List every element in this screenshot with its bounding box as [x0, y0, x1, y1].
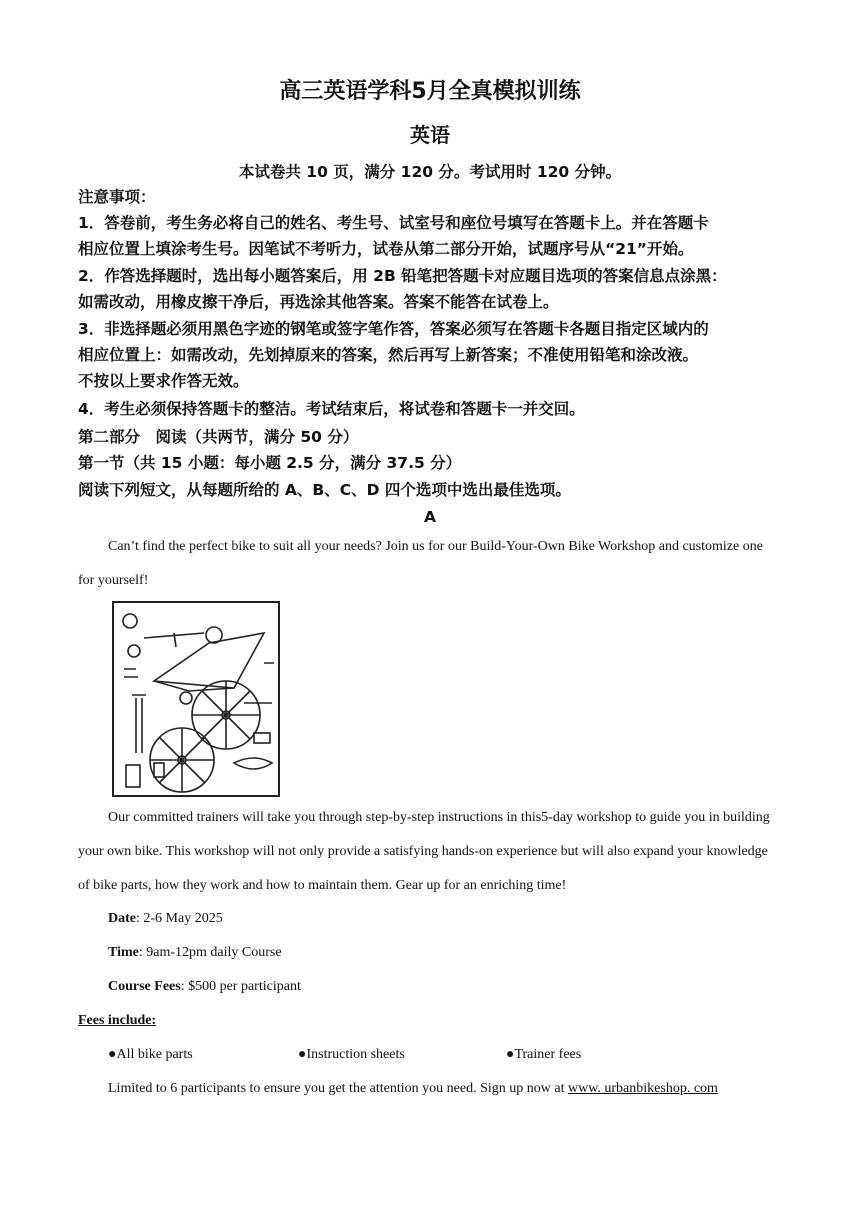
closing-line	[108, 1081, 718, 1097]
time-value: : 9am-12pm daily Course	[138, 945, 282, 960]
fees-include-heading: Fees include:	[78, 1013, 157, 1028]
date-value: : 2-6 May 2025	[136, 911, 223, 926]
include-item: ●Trainer fees	[506, 1047, 582, 1062]
subject-title: 英语	[410, 123, 450, 147]
fees-value: : $500 per participant	[180, 979, 301, 994]
passage-intro	[78, 530, 778, 598]
date-label: Date	[108, 911, 136, 926]
include-item: ●All bike parts	[108, 1047, 193, 1062]
website-link[interactable]: www. urbanbikeshop. com	[567, 1081, 718, 1096]
page-title: 高三英语学科5月全真模拟训练	[279, 79, 581, 104]
bike-parts-illustration	[114, 603, 278, 795]
notice-line: 不按以上要求作答无效。	[78, 372, 249, 390]
fees-label: Course Fees	[108, 979, 181, 994]
passage-intro-text: Can’t find the perfect bike to suit all your needs? Join us for our Build-Your-Own Bike Workshop and customize one for yourself!	[78, 539, 763, 588]
section-instruction: 阅读下列短文，从每题所给的 A、B、C、D 四个选项中选出最佳选项。	[78, 481, 571, 499]
passage-label: A	[424, 508, 436, 526]
notice-line: 4．考生必须保持答题卡的整洁。考试结束后，将试卷和答题卡一并交回。	[78, 400, 585, 418]
time-line	[108, 945, 282, 961]
notice-line: 3．非选择题必须用黑色字迹的钢笔或签字笔作答，答案必须写在答题卡各题目指定区域内的	[78, 320, 709, 338]
passage-body	[78, 801, 783, 903]
notice-line: 相应位置上：如需改动，先划掉原来的答案，然后再写上新答案；不准使用铅笔和涂改液。	[78, 346, 699, 364]
notice-heading: 注意事项：	[78, 188, 156, 206]
notice-line: 相应位置上填涂考生号。因笔试不考听力，试卷从第二部分开始，试题序号从“21”开始。	[78, 240, 694, 258]
bike-parts-image	[112, 601, 280, 797]
notice-line: 如需改动，用橡皮擦干净后，再选涂其他答案。答案不能答在试卷上。	[78, 293, 559, 311]
closing-text: Limited to 6 participants to ensure you get the attention you need. Sign up now at	[108, 1081, 568, 1096]
include-item: ●Instruction sheets	[298, 1047, 405, 1062]
section-part: 第二部分 阅读（共两节，满分 50 分）	[78, 428, 359, 446]
section-sub: 第一节（共 15 小题：每小题 2.5 分，满分 37.5 分）	[78, 454, 462, 472]
time-label: Time	[108, 945, 139, 960]
exam-info: 本试卷共 10 页，满分 120 分。考试用时 120 分钟。	[238, 163, 622, 181]
passage-body-text: Our committed trainers will take you through step-by-step instructions in this5-day workshop to guide you in building your own bike. This workshop will not only provide a satisfying hands-on experience but will also expand your knowledge of bike parts, how they work and how to maintain them. Gear up for an enriching time!	[78, 810, 770, 893]
notice-line: 2．作答选择题时，选出每小题答案后，用 2B 铅笔把答题卡对应题目选项的答案信息点涂黑：	[78, 267, 727, 285]
date-line	[108, 911, 223, 927]
fees-line	[108, 979, 301, 995]
notice-line: 1．答卷前，考生务必将自己的姓名、考生号、试室号和座位号填写在答题卡上。并在答题卡	[78, 214, 709, 232]
